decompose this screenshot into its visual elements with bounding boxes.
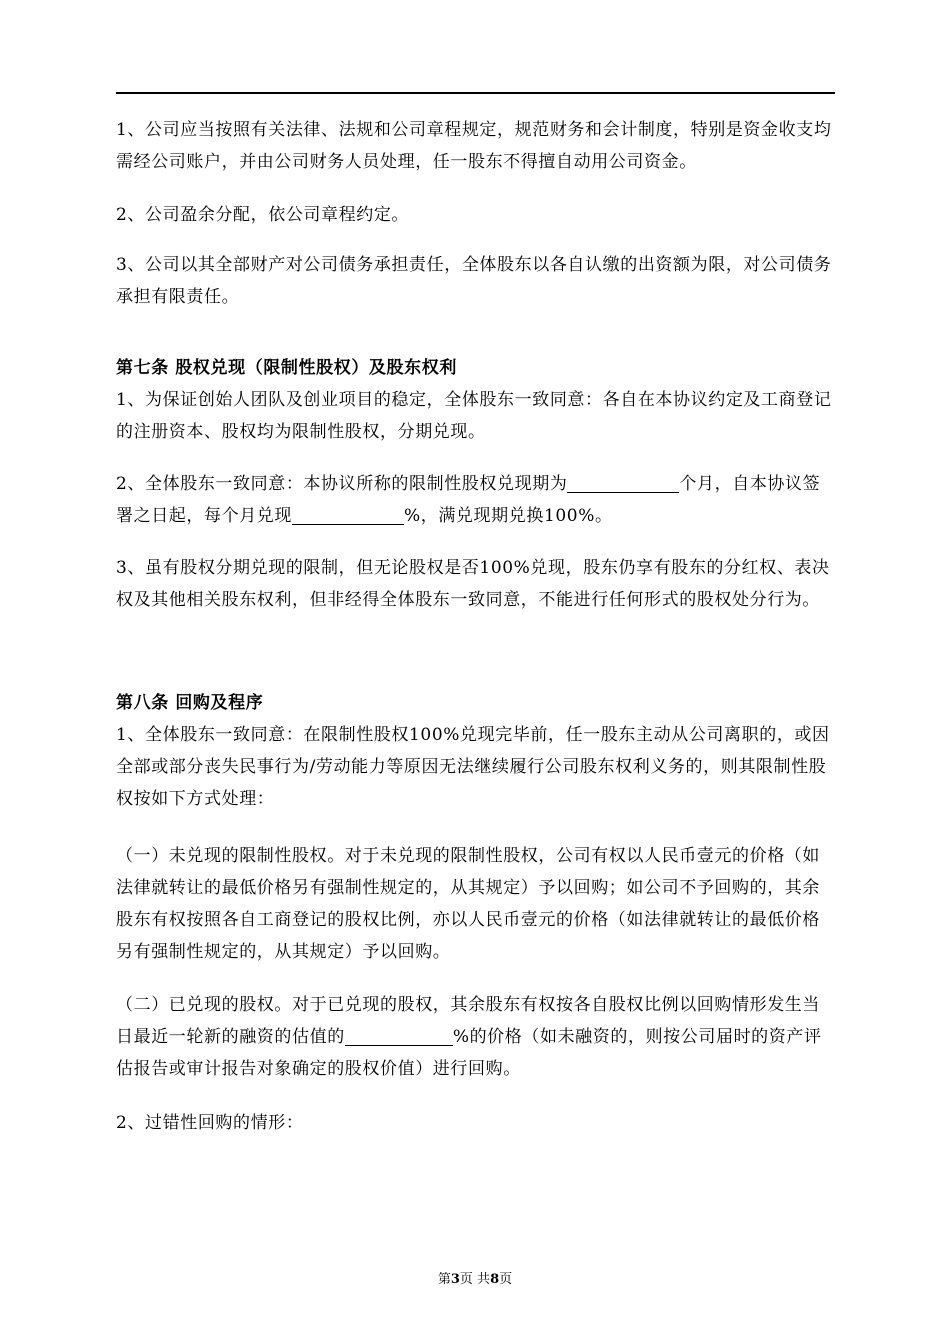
header-rule xyxy=(116,92,835,94)
article-8-title: 第八条 回购及程序 xyxy=(116,693,264,713)
article-7-title: 第七条 股权兑现（限制性股权）及股东权利 xyxy=(116,358,457,378)
article-8-p2: （一）未兑现的限制性股权。对于未兑现的限制性股权，公司有权以人民币壹元的价格（如法律就转让的最低价格另有强制性规定的，从其规定）予以回购；如公司不予回购的，其余股东有权按照各自工商登记的股权比例，亦以人民币壹元的价格（如法律就转让的最低价格另有强制性规定的，从其规定）予以回购。 xyxy=(116,846,820,962)
valuation-percent-blank xyxy=(345,1027,453,1046)
article-8-p3: （二）已兑现的股权。对于已兑现的股权，其余股东有权按各自股权比例以回购情形发生当日最近一轮新的融资的估值的 %的价格（如未融资的，则按公司届时的资产评估报告或审计报告对象确定的股权价值）进行回购。 xyxy=(116,995,822,1079)
page-total: 8 xyxy=(490,1272,500,1287)
article-7-p1: 1、为保证创始人团队及创业项目的稳定，全体股东一致同意：各自在本协议约定及工商登记的注册资本、股权均为限制性股权，分期兑现。 xyxy=(116,390,832,442)
clause-p2: 2、公司盈余分配，依公司章程约定。 xyxy=(116,205,410,225)
clause-p1: 1、公司应当按照有关法律、法规和公司章程规定，规范财务和会计制度，特别是资金收支均需经公司账户，并由公司财务人员处理，任一股东不得擅自动用公司资金。 xyxy=(116,120,832,172)
monthly-vesting-blank xyxy=(292,506,404,525)
vesting-period-blank xyxy=(567,474,679,493)
page-footer: 第3页 共8页 xyxy=(437,1272,513,1287)
article-8-p4: 2、过错性回购的情形： xyxy=(116,1113,304,1133)
article-7-p3: 3、虽有股权分期兑现的限制，但无论股权是否100%兑现，股东仍享有股东的分红权、表决权及其他相关股东权利，但非经得全体股东一致同意，不能进行任何形式的股权处分行为。 xyxy=(116,558,830,610)
article-8-p1: 1、全体股东一致同意：在限制性股权100%兑现完毕前，任一股东主动从公司离职的，或因全部或部分丧失民事行为/劳动能力等原因无法继续履行公司股东权利义务的，则其限制性股权按如下方式处理： xyxy=(116,725,830,809)
article-7-p2: 2、全体股东一致同意：本协议所称的限制性股权兑现期为 个月，自本协议签署之日起，每个月兑现 %，满兑现期兑换100%。 xyxy=(116,474,821,526)
clause-p3: 3、公司以其全部财产对公司债务承担责任，全体股东以各自认缴的出资额为限，对公司债务承担有限责任。 xyxy=(116,255,832,307)
page-number: 3 xyxy=(450,1272,460,1287)
